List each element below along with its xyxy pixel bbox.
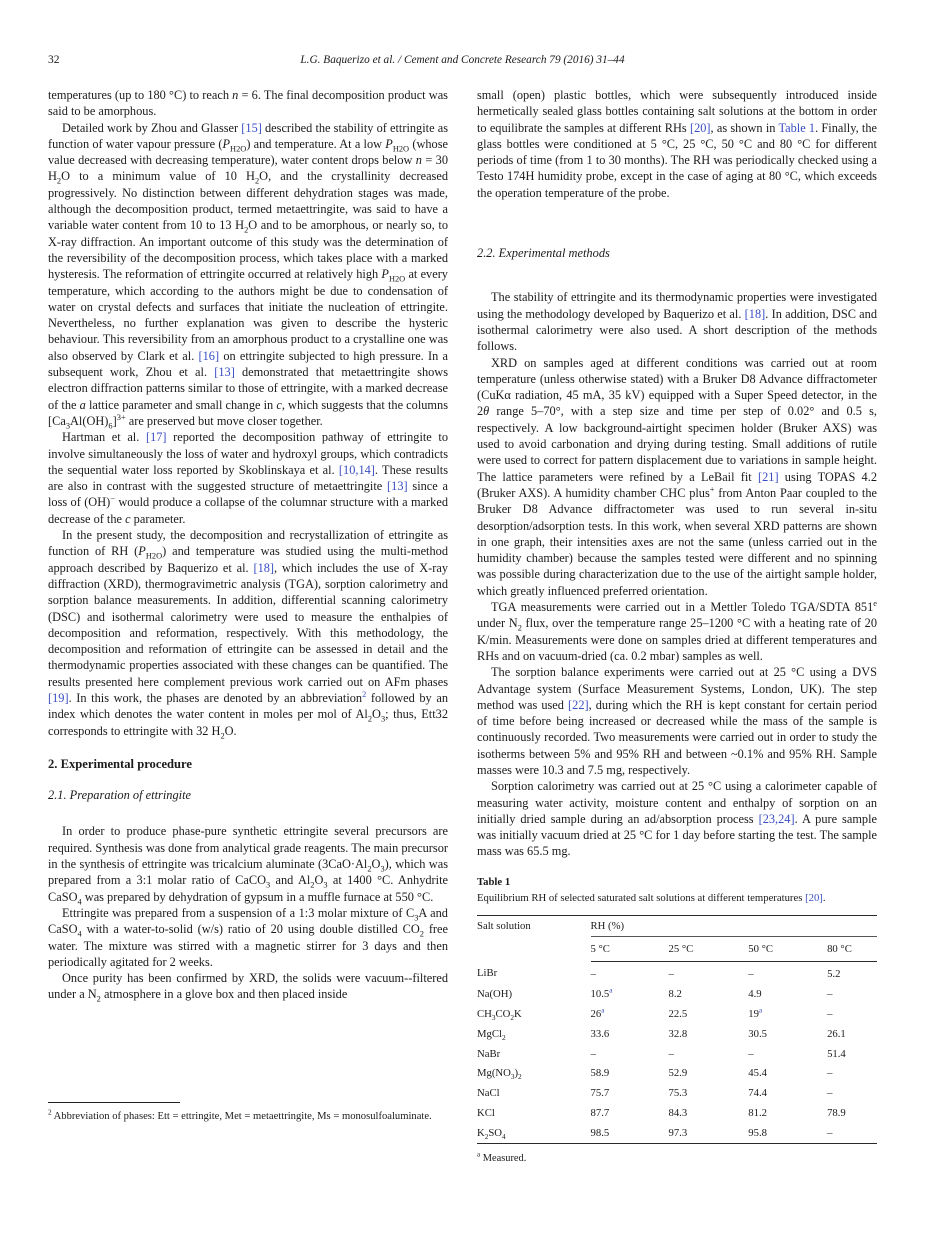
table-caption-text: Equilibrium RH of selected saturated salt solutions at different temperatures [20]. — [477, 891, 826, 904]
rh-value: 26.1 — [827, 1027, 846, 1040]
rh-value: – — [590, 967, 596, 980]
salt-name: $CH_3CO_2K$ — [477, 1007, 522, 1022]
rh-value: 75.3 — [668, 1087, 688, 1100]
salt-name: MgCl$_2$ — [477, 1027, 506, 1042]
paragraph: TGA measurements were carried out in a Mettler Toledo TGA/SDTA 851e under $N_2$ flux, over the temperature range 25–1200 °C with a heating rate of 20 K/min. Measurements were done on samples dried at different temperatures and RHs and on vacuum-dried (ca. 0.2 mbar) samples as well. — [477, 598, 877, 663]
table-row — [477, 1004, 877, 1024]
paragraph: Hartman et al. [17] reported the decomposition pathway of ettringite to involve simultaneously the loss of water and hydroxyl groups, which contradicts the sequential water loss reported by Skoblinskaya et al. [10,14]. These results are also in contrast with the suggested structure of metaettringite [13] since a loss of (OH)− would produce a collapse of the columnar structure with a marked decrease of the c parameter. — [48, 430, 449, 526]
rh-value: – — [748, 967, 754, 980]
table-row — [477, 984, 877, 1004]
table-row — [477, 1103, 877, 1123]
salt-solution-table — [477, 915, 877, 1144]
citation-link[interactable]: Table 1 — [778, 120, 816, 135]
rh-value: 58.9 — [590, 1067, 610, 1080]
citation-link[interactable]: [17] — [145, 430, 167, 445]
rh-value: – — [827, 1067, 833, 1080]
salt-name: $K_2SO_4$ — [477, 1127, 506, 1142]
rh-value: 10.5$^a$ — [590, 986, 613, 1000]
rh-value: 8.2 — [668, 987, 682, 1000]
subsection-heading-preparation: 2.1. Preparation of ettringite — [48, 788, 192, 803]
rh-value: – — [827, 1087, 833, 1100]
rh-value: 5.2 — [827, 967, 841, 980]
footnote-block — [48, 1102, 448, 1124]
rh-value: 51.4 — [827, 1047, 846, 1060]
rh-value: – — [827, 1127, 833, 1140]
column-header-temp: 80 °C — [827, 936, 877, 961]
citation-link[interactable]: [23,24] — [758, 811, 795, 826]
citation-link[interactable]: [21] — [757, 469, 779, 484]
column-header-temp: 50 °C — [748, 936, 827, 961]
rh-value: 30.5 — [748, 1027, 767, 1040]
rh-value: 78.9 — [827, 1107, 846, 1120]
column-group-header-rh: RH (%) — [591, 915, 878, 936]
salt-name: Na(OH) — [477, 987, 513, 1000]
citation-link[interactable]: [18] — [253, 560, 275, 575]
paragraph: The sorption balance experiments were carried out at 25 °C using a DVS Advantage system (Surface Measurement Systems, London, UK). The step method was used [22], during which the RH is kept constant for certain period of time before being increased or decreased while the mass of the sample is continuously recorded. Two measurements were carried out in order to study the isotherms between 5% and 95% RH and between ~0.1% and 95% RH. Sample masses were 10.3 and 7.5 mg, respectively. — [477, 665, 878, 777]
table-footnote: $^a$ Measured. — [477, 1150, 527, 1165]
salt-name: KCl — [477, 1107, 495, 1120]
rh-value: 75.7 — [590, 1087, 610, 1100]
rh-value: – — [827, 987, 833, 1000]
table-caption — [477, 875, 877, 905]
column-header-temp: 5 °C — [591, 936, 669, 961]
table-row — [477, 961, 877, 984]
rh-value: – — [668, 1047, 674, 1060]
section-heading-experimental-procedure: 2. Experimental procedure — [48, 756, 192, 771]
table-header — [477, 915, 877, 961]
table-row — [477, 1123, 877, 1143]
salt-name: NaBr — [477, 1047, 501, 1060]
table-body — [477, 961, 877, 1143]
rh-value: 33.6 — [590, 1027, 610, 1040]
citation-link[interactable]: [18] — [744, 306, 766, 321]
running-title: L.G. Baquerizo et al. / Cement and Concrete Research 79 (2016) 31–44 — [300, 54, 625, 66]
salt-name: $Mg(NO_3)_2$ — [477, 1067, 522, 1082]
column-header-temp: 25 °C — [668, 936, 748, 961]
rh-value: 95.8 — [748, 1127, 767, 1140]
rh-value: 32.8 — [668, 1027, 688, 1040]
citation-link[interactable]: [15] — [241, 120, 262, 135]
paragraph: small (open) plastic bottles, which were subsequently introduced inside hermetically sealed glass bottles containing salt solutions at the bottom in order to equilibrate the samples at different RHs [20], as shown in Table 1. Finally, the glass bottles were conditioned at 5 °C, 25 °C, 50 °C and 80 °C for different periods of time (from 1 to 30 months). The RH was periodically checked using a Testo 174H humidity probe, except in the case of aging at 80 °C, which exceeds the operation temperature of the probe. — [477, 88, 877, 200]
table-1-block — [477, 875, 877, 1168]
paragraph: Once purity has been confirmed by XRD, the solids were vacuum--filtered under a $N_2$ atmosphere in a glove box and then placed inside — [48, 971, 448, 1004]
rh-value: 87.7 — [590, 1107, 610, 1120]
paragraph: The stability of ettringite and its thermodynamic properties were investigated using the methodology developed by Baquerizo et al. [18]. In addition, DSC and isothermal calorimetry were also used. A short description of the methods follows. — [477, 290, 877, 354]
right-column — [477, 87, 877, 1167]
rh-value: 97.3 — [668, 1127, 688, 1140]
citation-link[interactable]: [13] — [387, 479, 408, 494]
rh-value: 84.3 — [668, 1107, 688, 1120]
rh-value: – — [590, 1047, 596, 1060]
column-header-salt-solution: Salt solution — [477, 919, 531, 932]
rh-value: 52.9 — [668, 1067, 688, 1080]
salt-name: LiBr — [477, 967, 498, 980]
rh-value: 4.9 — [748, 987, 762, 1000]
citation-link[interactable]: [20] — [805, 891, 823, 904]
paragraph: Detailed work by Zhou and Glasser [15] described the stability of ettringite as function of water vapour pressure $(P_{H2O})$ and temperature. At a low $P_{H2O}$ (whose value decreased with decreasing temperature), water content drops below n = 30 $H_2O$ to a minimum value of 10 $H_2O$, and the crystallinity decreased progressively. No distinction between different dehydration stages was made, although the decomposition product, termed metaettringite, was said to have a variable water content from 10 to 13 $H_2O$ and to be amorphous, or nearly so, to X-ray diffraction. An important outcome of this study was the determination of the reversibility of the decomposition process, which takes place with a marked hysteresis. The reformation of ettringite occurred at relatively high $P_{H2O}$ at every temperature, which according to the authors might be due to condensation of water on crystal defects and surfaces that initiate the nucleation of ettringite. Nevertheless, no further explanation was given to describe the hysteric behaviour. This reversibility from an amorphous product to a crystalline one was also observed by Clark et al. [16] on ettringite subjected to high pressure. In a subsequent work, Zhou et al. [13] demonstrated that metaettringite shows electron diffraction patterns similar to those of ettringite, with a marked decrease of the a lattice parameter and small change in c, which suggests that the columns $[Ca_3Al(OH)_6]^{3+}$ are preserved but move closer together. — [48, 120, 449, 431]
footnote-divider — [48, 1102, 180, 1103]
table-label: Table 1 — [477, 875, 511, 888]
paragraph: In the present study, the decomposition and recrystallization of ettringite as function of RH $(P_{H2O})$ and temperature was studied using the multi-method approach described by Baquerizo et al. [18], which includes the use of X-ray diffraction (XRD), thermogravimetric analysis (TGA), sorption calorimetry and sorption balance measurements. In addition, differential scanning calorimetry (DSC) and isothermal calorimetry were used to measure the enthalpies of decomposition and reformation, respectively. With this methodology, the decomposition and reformation of ettringite can be assessed in detail and the thermodynamic properties associated with these changes can be quantified. The results presented here complement previous work carried out on AFm phases [19]. In this work, the phases are denoted by an abbreviation$^2$ followed by an index which denotes the water content in moles per mol of $Al_2O_3$; thus, Ett32 corresponds to ettringite with 32 $H_2O$. — [48, 528, 448, 741]
rh-value: 45.4 — [748, 1067, 767, 1080]
citation-link[interactable]: [22] — [568, 697, 589, 712]
table-row — [477, 1024, 877, 1044]
rh-value: – — [748, 1047, 754, 1060]
paragraph: XRD on samples aged at different conditions was carried out at room temperature (unless otherwise stated) with a Bruker D8 Advance diffractometer (CuKα radiation, 45 mA, 35 kV) equipped with a Super Speed detector, in the 2θ range 5–70°, with a step size and time per step of 0.02° and 0.5 s, respectively. A low background-airtight specimen holder (Bruker AXS) was used to avoid carbonation and drying during testing. Small additions of rutile were used to correct for pattern displacement due to variations in sample height. The lattice parameters were refined by a LeBail fit [21] using TOPAS 4.2 (Bruker AXS). A humidity chamber CHC plus+ from Anton Paar coupled to the Bruker D8 Advance diffractometer was used to run several in-situ desorption/adsorption tests. In this work, when several XRD patterns are shown in one graph, their intensities axes are not the same (unless carried out in the humidity chamber) because the samples tested were different and no spinning was possible during characterization due to the use of the airtight sample holder, which greatly influenced preferred orientation. — [477, 355, 877, 598]
rh-value: 74.4 — [748, 1087, 767, 1100]
paragraph: Ettringite was prepared from a suspension of a 1:3 molar mixture of $C_3A$ and CaSO$_4$ with a water-to-solid (w/s) ratio of 20 using double distilled $CO_2$ free water. The mixture was stirred with a magnetic stirrer for 3 days and then periodically agitated for 2 weeks. — [48, 905, 449, 969]
citation-link[interactable]: 2 — [362, 689, 367, 699]
rh-value: 26$^a$ — [590, 1006, 605, 1020]
rh-value: – — [668, 967, 674, 980]
citation-link[interactable]: [20] — [689, 120, 711, 135]
table-row — [477, 1044, 877, 1064]
rh-value: – — [827, 1007, 833, 1020]
page-number: 32 — [48, 54, 60, 66]
citation-link[interactable]: [13] — [214, 365, 235, 380]
left-column — [48, 87, 448, 1003]
footnote-text: $^2$ Abbreviation of phases: Ett = ettringite, Met = metaettringite, Ms = monosulfoaluminate. — [48, 1108, 432, 1122]
paragraph: In order to produce phase-pure synthetic ettringite several precursors are required. Synthesis was done from analytical grade reagents. The main precursor in the synthesis of ettringite was tricalcium aluminate $(3CaO\cdot Al_2O_3)$, which was prepared from a 3:1 molar ratio of CaCO$_3$ and $Al_2O_3$ at 1400 °C. Anhydrite CaSO$_4$ was prepared by dehydration of gypsum in a muffle furnace at 550 °C. — [48, 824, 449, 907]
citation-link[interactable]: [19] — [48, 690, 69, 705]
table-row — [477, 1084, 877, 1104]
paragraph: temperatures (up to 180 °C) to reach n = 6. The final decomposition product was said to be amorphous. — [48, 88, 448, 119]
table-row — [477, 1064, 877, 1084]
rh-value: 22.5 — [668, 1007, 688, 1020]
salt-name: NaCl — [477, 1087, 500, 1100]
subsection-heading-experimental-methods: 2.2. Experimental methods — [477, 246, 610, 261]
rh-value: 19$^a$ — [748, 1006, 763, 1020]
rh-value: 81.2 — [748, 1107, 767, 1120]
rh-value: 98.5 — [590, 1127, 610, 1140]
paragraph: Sorption calorimetry was carried out at 25 °C using a calorimeter capable of measuring water activity, moisture content and enthalpy of sorption on an initially dried sample during an ad/absorption process [23,24]. A pure sample was initially vacuum dried at 25 °C for 1 day before starting the test. The sample mass was 65.5 mg. — [477, 779, 878, 859]
citation-link[interactable]: [16] — [198, 348, 220, 363]
citation-link[interactable]: [10,14] — [338, 462, 375, 477]
